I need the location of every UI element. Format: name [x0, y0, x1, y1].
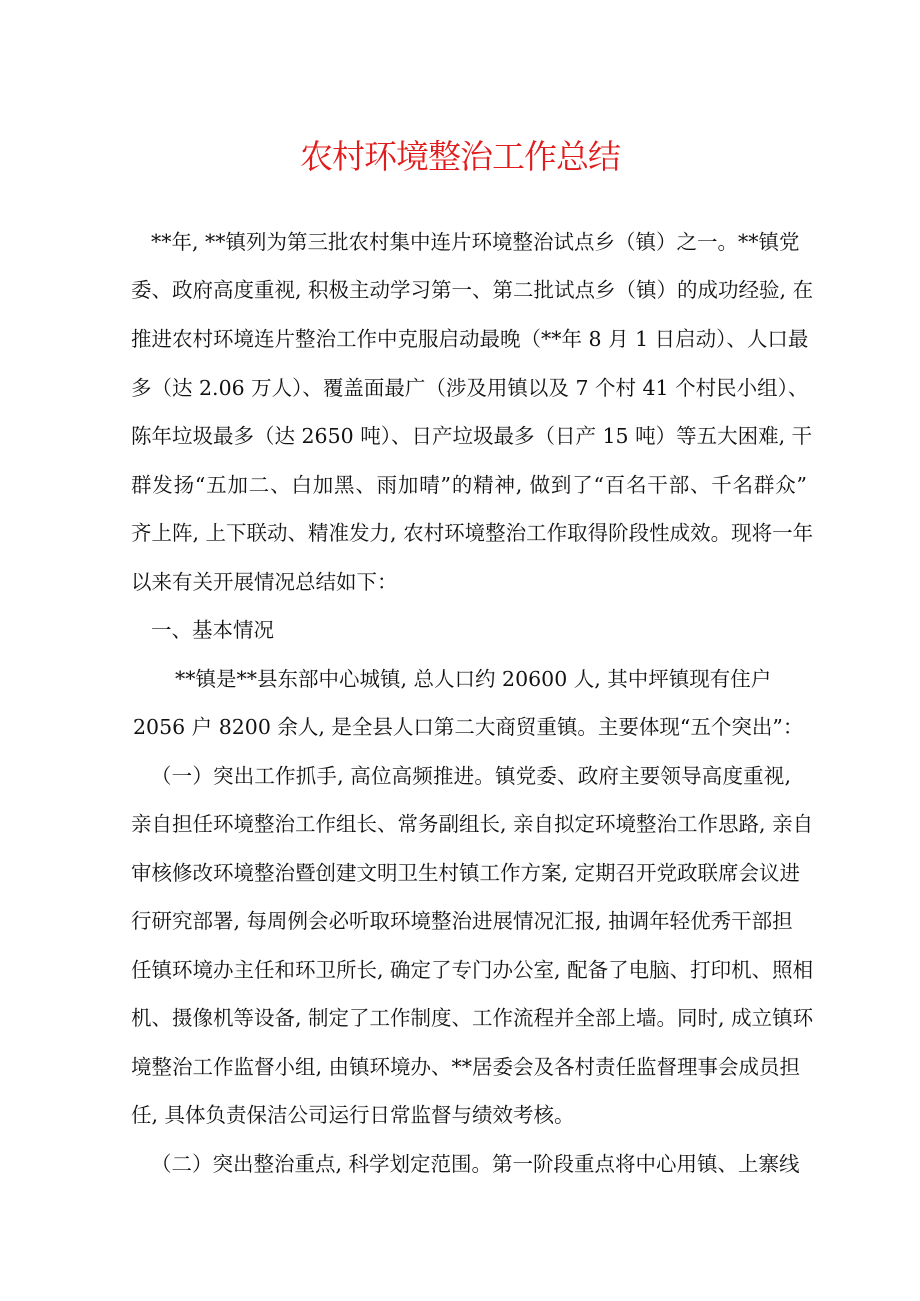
section-heading: 一、基本情况	[151, 618, 274, 642]
text-line: 审核修改环境整治暨创建文明卫生村镇工作方案, 定期召开党政联席会议进	[131, 861, 801, 885]
text-line: 机、摄像机等设备, 制定了工作制度、工作流程并全部上墙。同时, 成立镇环	[131, 1006, 814, 1030]
document-title: 农村环境整治工作总结	[300, 137, 620, 176]
text-line: 委、政府高度重视, 积极主动学习第一、第二批试点乡（镇）的成功经验, 在	[131, 278, 814, 302]
text-line: 境整治工作监督小组, 由镇环境办、**居委会及各村责任监督理事会成员担	[131, 1055, 801, 1079]
text-line: **镇是**县东部中心城镇, 总人口约 20600 人, 其中坪镇现有住户	[175, 667, 772, 691]
text-line: 推进农村环境连片整治工作中克服启动最晚（**年 8 月 1 日启动）、人口最	[131, 327, 809, 351]
text-line: 多（达 2.06 万人）、覆盖面最广（涉及用镇以及 7 个村 41 个村民小组）、	[131, 376, 809, 400]
text-line: **年, **镇列为第三批农村集中连片环境整治试点乡（镇）之一。**镇党	[151, 230, 800, 254]
text-line: （二）突出整治重点, 科学划定范围。第一阶段重点将中心用镇、上寨线	[151, 1152, 800, 1176]
text-line: （一）突出工作抓手, 高位高频推进。镇党委、政府主要领导高度重视,	[151, 764, 791, 788]
text-line: 以来有关开展情况总结如下：	[131, 570, 398, 594]
text-line: 任镇环境办主任和环卫所长, 确定了专门办公室, 配备了电脑、打印机、照相	[131, 958, 814, 982]
text-line: 任, 具体负责保洁公司运行日常监督与绩效考核。	[131, 1103, 575, 1127]
text-line: 亲自担任环境整治工作组长、常务副组长, 亲自拟定环境整治工作思路, 亲自	[131, 812, 814, 836]
text-line: 2056 户 8200 余人, 是全县人口第二大商贸重镇。主要体现“五个突出”：	[133, 715, 804, 739]
text-line: 行研究部署, 每周例会必听取环境整治进展情况汇报, 抽调年轻优秀干部担	[131, 909, 793, 933]
text-line: 群发扬“五加二、白加黑、雨加晴”的精神, 做到了“百名干部、千名群众”	[131, 473, 807, 497]
text-line: 齐上阵, 上下联动、精准发力, 农村环境整治工作取得阶段性成效。现将一年	[131, 521, 814, 545]
text-line: 陈年垃圾最多（达 2650 吨）、日产垃圾最多（日产 15 吨）等五大困难, 干	[131, 424, 813, 448]
